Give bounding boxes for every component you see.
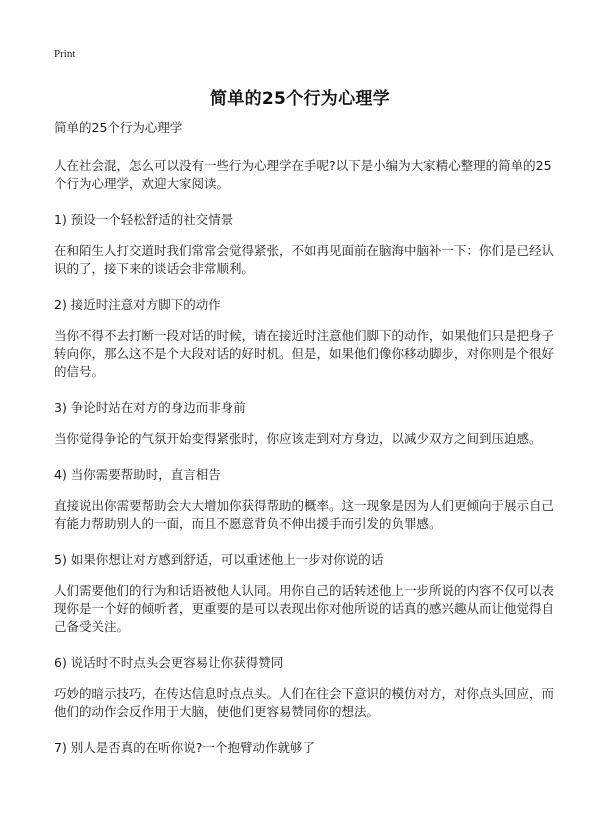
- section-body-4: 直接说出你需要帮助会大大增加你获得帮助的概率。这一现象是因为人们更倾向于展示自己有能力帮助别人的一面，而且不愿意背负不伸出援手而引发的负罪感。: [54, 498, 555, 531]
- section-body-5: 人们需要他们的行为和话语被他人认同。用你自己的话转述他上一步所说的内容不仅可以表现你是一个好的倾听者，更重要的是可以表现出你对他所说的话真的感兴趣从而让他觉得自己备受关注。: [54, 583, 555, 634]
- section-heading-6: 6) 说话时不时点头会更容易让你获得赞同: [54, 655, 284, 670]
- section-body-3: 当你觉得争论的气氛开始变得紧张时，你应该走到对方身边，以减少双方之间到压迫感。: [54, 431, 542, 446]
- page-title: 简单的25个行为心理学: [210, 89, 390, 109]
- section-heading-2: 2) 接近时注意对方脚下的动作: [54, 297, 221, 312]
- section-heading-5: 5) 如果你想让对方感到舒适，可以重述他上一步对你说的话: [54, 552, 384, 567]
- section-body-6: 巧妙的暗示技巧，在传达信息时点点头。人们在往会下意识的模仿对方，对你点头回应，而他们的动作会反作用于大脑，使他们更容易赞同你的想法。: [54, 686, 555, 719]
- section-heading-1: 1) 预设一个轻松舒适的社交情景: [54, 212, 234, 227]
- intro-paragraph: 人在社会混，怎么可以没有一些行为心理学在手呢?以下是小编为大家精心整理的简单的25个行为心理学，欢迎大家阅读。: [54, 158, 552, 191]
- article-body: [54, 119, 554, 770]
- print-link[interactable]: Print: [54, 48, 76, 60]
- section-heading-4: 4) 当你需要帮助时，直言相告: [54, 467, 221, 482]
- section-heading-3: 3) 争论时站在对方的身边而非身前: [54, 400, 246, 415]
- section-body-2: 当你不得不去打断一段对话的时候，请在接近时注意他们脚下的动作，如果他们只是把身子转向你，那么这不是个大段对话的好时机。但是，如果他们像你移动脚步，对你则是个很好的信号。: [54, 328, 555, 379]
- section-body-1: 在和陌生人打交道时我们常常会觉得紧张，不如再见面前在脑海中脑补一下：你们是已经认识的了，接下来的谈话会非常顺利。: [54, 243, 555, 276]
- article-subtitle: 简单的25个行为心理学: [54, 120, 183, 135]
- section-heading-7: 7) 别人是否真的在听你说?一个抱臂动作就够了: [54, 740, 315, 755]
